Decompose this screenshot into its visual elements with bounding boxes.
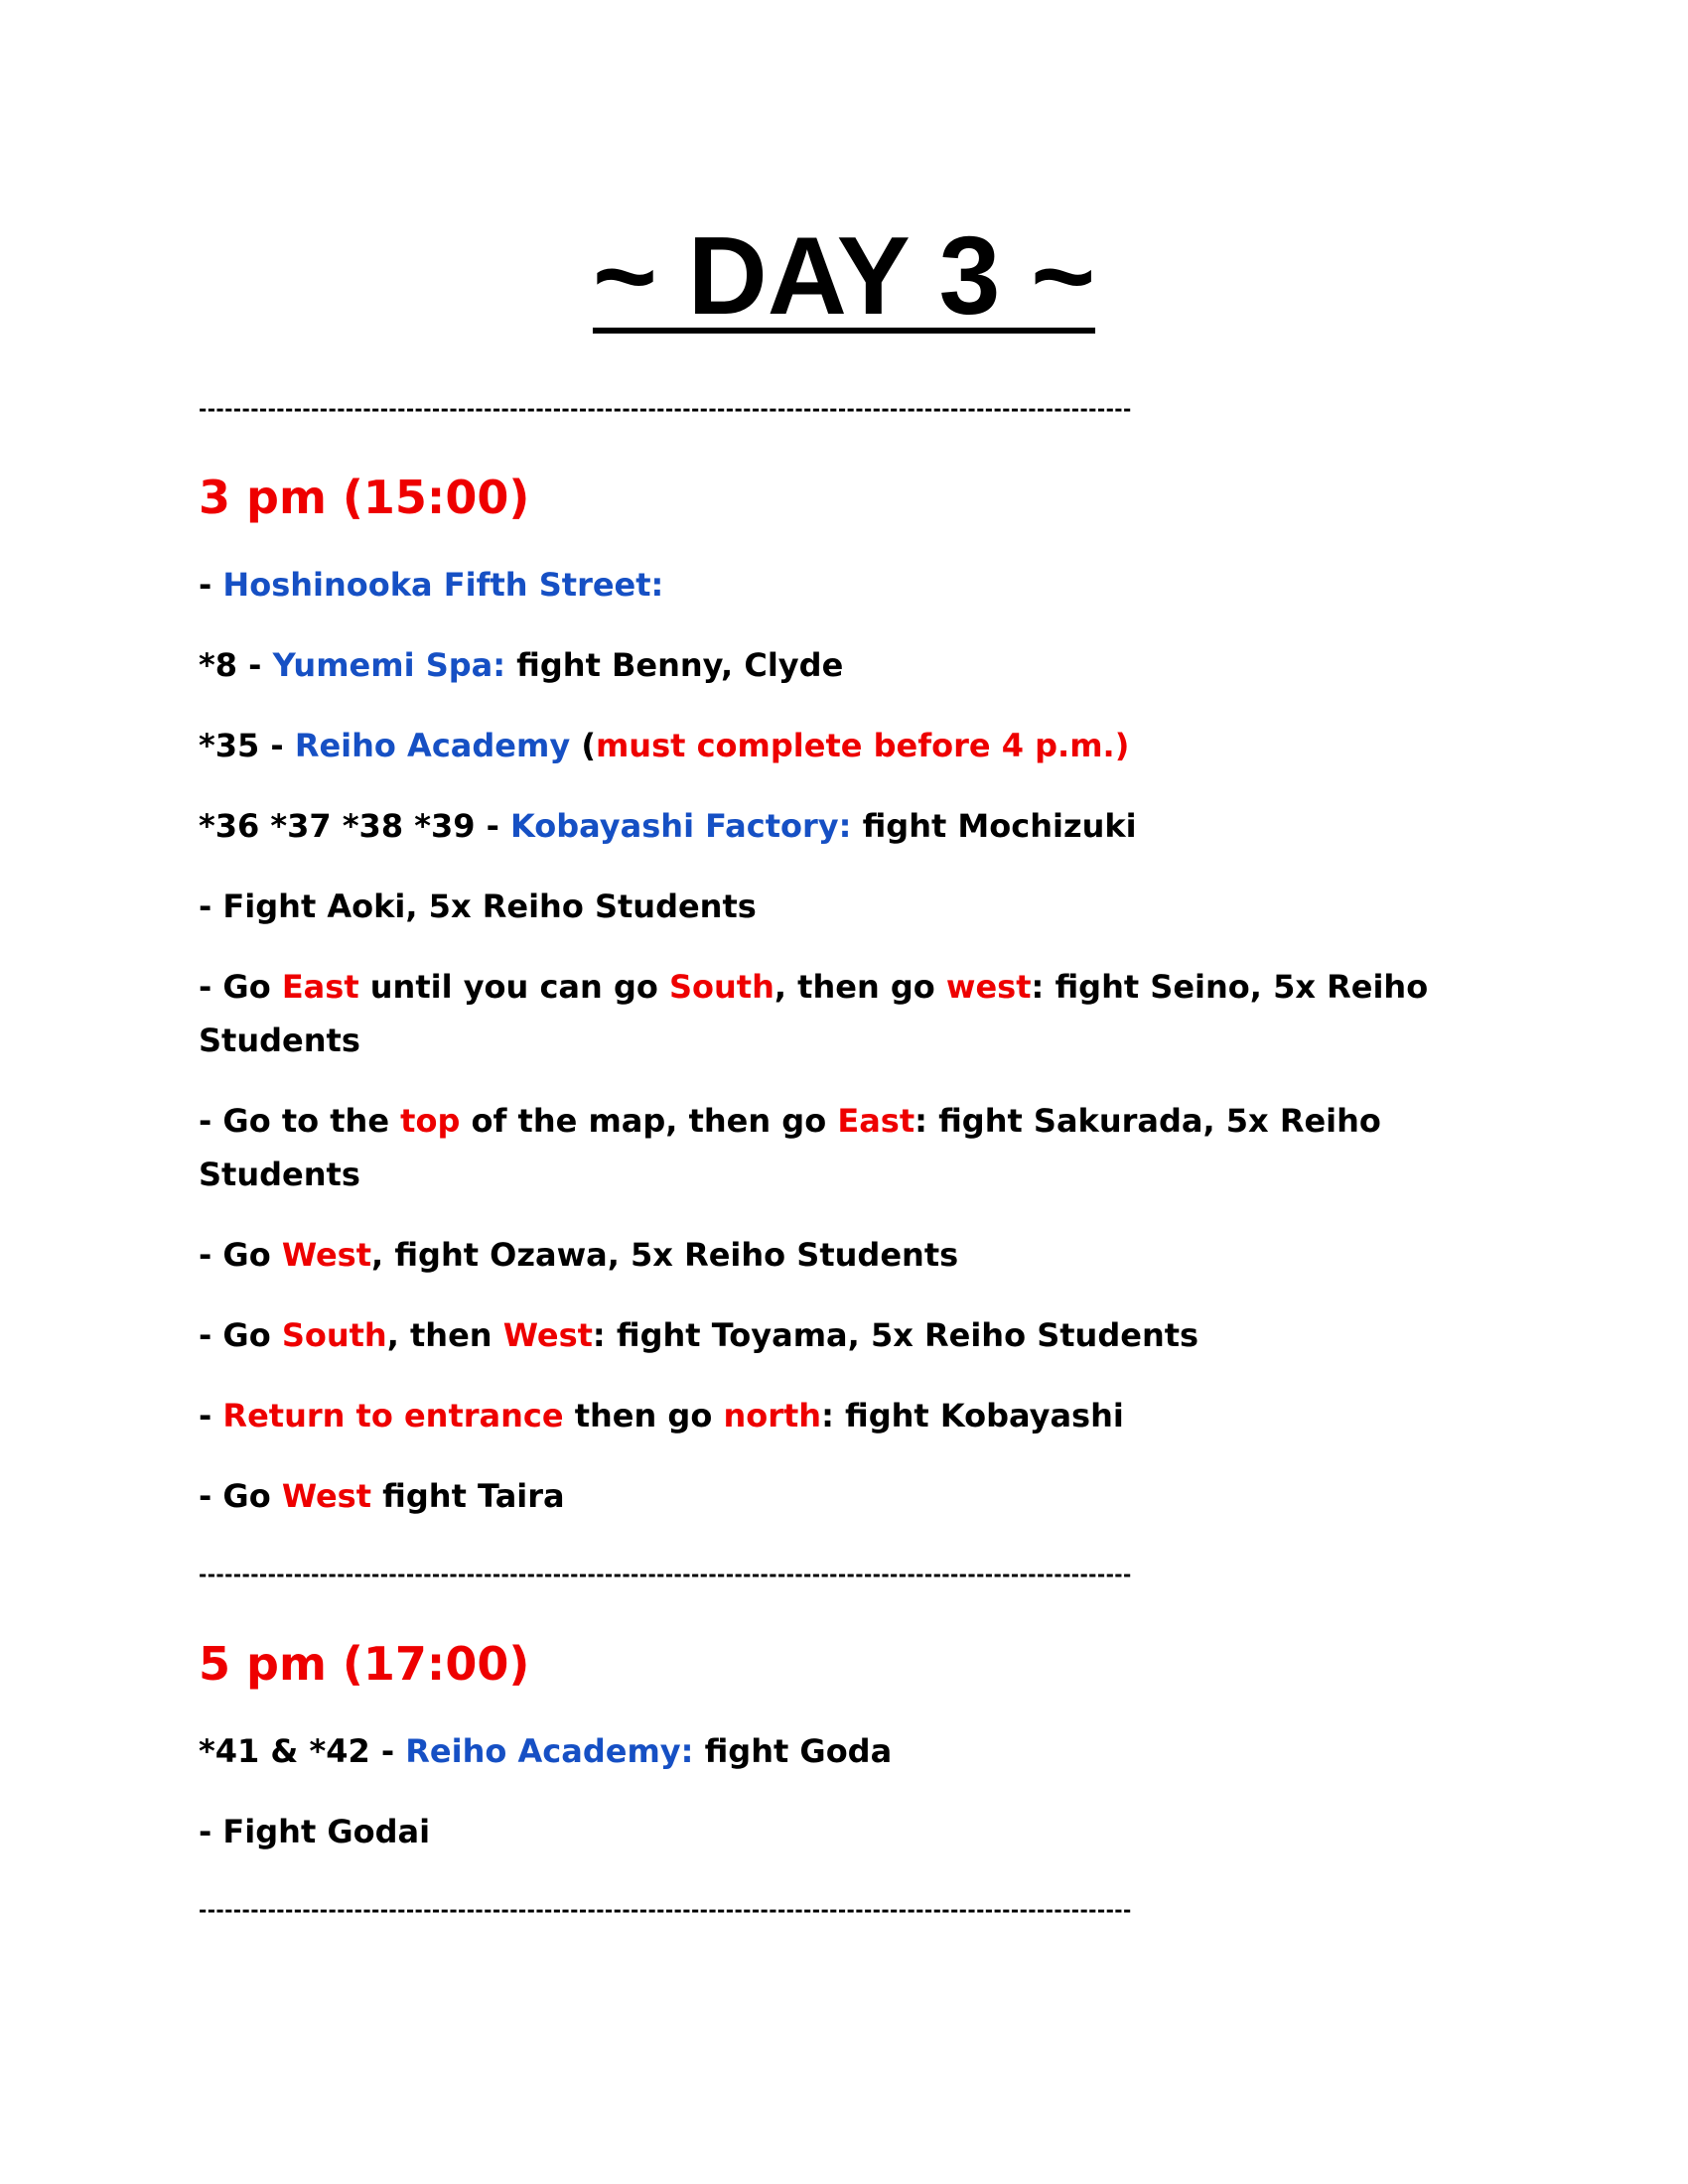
divider-3: ------------------------------------------------------------------------------------------------------------ (199, 1898, 1132, 1922)
list-item-hoshinooka: - Hoshinooka Fifth Street: (199, 566, 664, 604)
location-label: Reiho Academy: (405, 1732, 694, 1770)
list-item-fight-godai: - Fight Godai (199, 1813, 431, 1850)
location-label: Kobayashi Factory: (510, 807, 852, 845)
list-item-reiho-academy: *35 - Reiho Academy (must complete before 4 p.m.) (199, 727, 1130, 764)
list-item-fight-sakurada: - Go to the top of the map, then go East: fight Sakurada, 5x Reiho Students (199, 1102, 1381, 1193)
list-item-fight-seino: - Go East until you can go South, then go west: fight Seino, 5x Reiho Students (199, 968, 1429, 1059)
list-item-fight-aoki: - Fight Aoki, 5x Reiho Students (199, 887, 757, 925)
list-item-fight-toyama: - Go South, then West: fight Toyama, 5x Reiho Students (199, 1316, 1199, 1354)
list-item-fight-goda: *41 & *42 - Reiho Academy: fight Goda (199, 1732, 893, 1770)
section-time-3pm: 3 pm (15:00) (199, 471, 530, 524)
location-label: Hoshinooka Fifth Street: (222, 566, 664, 604)
divider-1: ------------------------------------------------------------------------------------------------------------ (199, 397, 1132, 421)
warning-note: must complete before 4 p.m.) (595, 727, 1130, 764)
list-item-fight-ozawa: - Go West, fight Ozawa, 5x Reiho Students (199, 1236, 959, 1274)
list-item-kobayashi-factory: *36 *37 *38 *39 - Kobayashi Factory: fight Mochizuki (199, 807, 1137, 845)
list-item-fight-kobayashi: - Return to entrance then go north: fight Kobayashi (199, 1397, 1124, 1434)
section-time-5pm: 5 pm (17:00) (199, 1637, 530, 1691)
divider-2: ------------------------------------------------------------------------------------------------------------ (199, 1563, 1132, 1586)
list-item-yumemi-spa: *8 - Yumemi Spa: fight Benny, Clyde (199, 646, 844, 684)
location-label: Reiho Academy (294, 727, 571, 764)
location-label: Yumemi Spa: (272, 646, 506, 684)
list-item-fight-taira: - Go West fight Taira (199, 1477, 565, 1515)
page-title: ~ DAY 3 ~ (592, 214, 1096, 338)
